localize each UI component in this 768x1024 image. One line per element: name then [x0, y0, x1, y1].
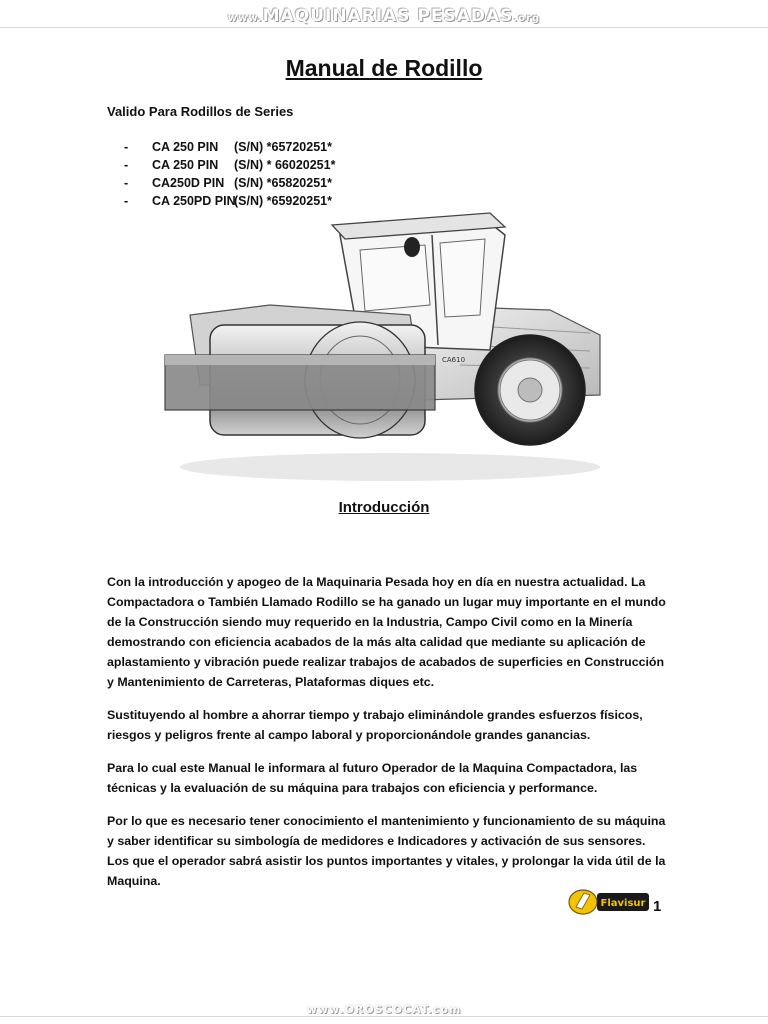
intro-heading: Introducción	[338, 499, 430, 516]
flavisur-logo	[567, 885, 651, 917]
watermark-prefix: www.	[227, 13, 263, 24]
watermark-bottom: www.OROSCOCAT.com	[306, 1003, 462, 1016]
list-item: - CA250D PIN (S/N) *65820251*	[124, 176, 332, 190]
header-rule	[0, 27, 768, 28]
list-item: - CA 250 PIN (S/N) * 66020251*	[124, 158, 336, 172]
logo-text: Flavisur	[600, 898, 646, 909]
page-number: 1	[653, 898, 662, 915]
watermark-top	[0, 6, 768, 26]
roller-model-label: CA610	[442, 356, 466, 364]
intro-paragraph-1: Con la introducción y apogeo de la Maquinaria Pesada hoy en día en nuestra actualidad. La Compactadora o También Llamado Rodillo se ha ganado un lugar muy importante en el mundo de la Construcción siendo muy requerido en la Industria, Campo Civil como en la Minería demostrando con eficiencia acabados de la más alta calidad que mediante su aplicación de aplastamiento y vibración puede realizar trabajos de acabados de superficies en Construcción y Mantenimiento de Carreteras, Plataformas diques etc.	[107, 575, 666, 689]
intro-paragraph-4: Por lo que es necesario tener conocimiento el mantenimiento y funcionamiento de su máquina y saber identificar su simbología de medidores e Indicadores y activación de sus sensores. Los que el operador sabrá asistir los puntos importantes y vitales, y prolongar la vida útil de la Maquina.	[107, 814, 666, 888]
watermark-suffix: .org	[513, 13, 541, 24]
subtitle: Valido Para Rodillos de Series	[107, 104, 294, 119]
intro-paragraph-2: Sustituyendo al hombre a ahorrar tiempo y trabajo eliminándole grandes esfuerzos físicos, riesgos y peligros frente al campo laboral y proporcionándole grandes ganancias.	[107, 708, 643, 742]
intro-paragraph-3: Para lo cual este Manual le informara al futuro Operador de la Maquina Compactadora, las técnicas y la evaluación de su máquina para trabajos con eficiencia y performance.	[107, 761, 638, 795]
page-title: Manual de Rodillo	[285, 55, 483, 81]
list-item: - CA 250 PIN (S/N) *65720251*	[124, 140, 332, 154]
watermark-main: MAQUINARIAS PESADAS	[262, 6, 514, 26]
road-roller-image	[160, 205, 610, 485]
series-list	[124, 138, 335, 210]
list-item: - CA 250PD PIN(S/N) *65920251*	[124, 194, 332, 208]
footer-rule	[0, 1016, 768, 1017]
